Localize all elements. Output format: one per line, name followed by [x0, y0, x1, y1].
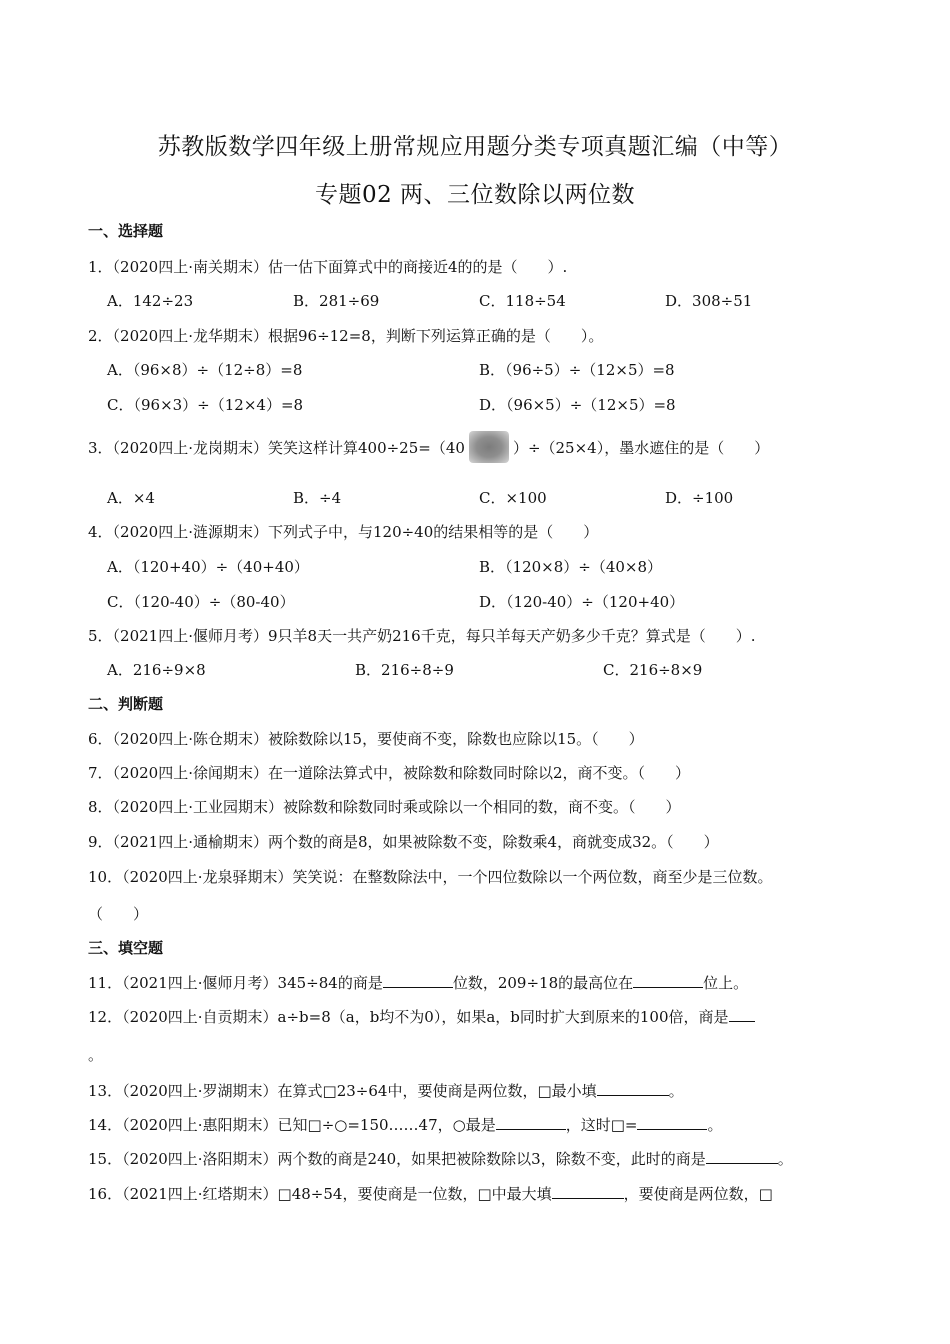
- q2-option-a: A．（96×8）÷（12÷8）=8: [107, 361, 303, 379]
- question-12-end: 。: [88, 1046, 104, 1064]
- q11-text-1: 11．（2021四上·偃师月考）345÷84的商是: [88, 974, 383, 992]
- q4-option-d: D．（120-40）÷（120+40）: [479, 593, 685, 611]
- q2-option-d: D．（96×5）÷（12×5）=8: [479, 396, 676, 414]
- question-15: [88, 1148, 793, 1169]
- q5-option-c: C．216÷8×9: [603, 661, 703, 679]
- answer-blank[interactable]: [496, 1115, 566, 1130]
- q4-option-c: C．（120-40）÷（80-40）: [107, 593, 295, 611]
- answer-blank[interactable]: [637, 1115, 707, 1130]
- question-1: 1．（2020四上·南关期末）估一估下面算式中的商接近4的的是（ ）.: [88, 258, 568, 276]
- q2-option-b: B．（96÷5）÷（12×5）=8: [479, 361, 675, 379]
- question-9: 9．（2021四上·通榆期末）两个数的商是8，如果被除数不变，除数乘4，商就变成32。（ ）: [88, 833, 719, 851]
- answer-blank[interactable]: [383, 973, 453, 988]
- q4-option-b: B．（120×8）÷（40×8）: [479, 558, 663, 576]
- q15-text-1: 15．（2020四上·洛阳期末）两个数的商是240，如果把被除数除以3，除数不变，此时的商是: [88, 1150, 706, 1168]
- q1-option-b: B．281÷69: [293, 292, 380, 310]
- question-10: 10．（2020四上·龙泉驿期末）笑笑说：在整数除法中，一个四位数除以一个两位数，商至少是三位数。: [88, 868, 773, 886]
- question-12: [88, 1006, 755, 1027]
- answer-blank[interactable]: [633, 973, 703, 988]
- q13-text-1: 13．（2020四上·罗湖期末）在算式□23÷64中，要使商是两位数，□最小填: [88, 1082, 597, 1100]
- q12-text-1: 12．（2020四上·自贡期末）a÷b=8（a，b均不为0），如果a，b同时扩大到原来的100倍，商是: [88, 1008, 729, 1026]
- question-7: 7．（2020四上·徐闻期末）在一道除法算式中，被除数和除数同时除以2，商不变。（ ）: [88, 764, 691, 782]
- question-13: [88, 1080, 684, 1101]
- question-8: 8．（2020四上·工业园期末）被除数和除数同时乘或除以一个相同的数，商不变。（ ）: [88, 798, 681, 816]
- q15-text-2: 。: [777, 1150, 793, 1168]
- q16-text-1: 16．（2021四上·红塔期末）□48÷54，要使商是一位数，□中最大填: [88, 1185, 552, 1203]
- page-title: 苏教版数学四年级上册常规应用题分类专项真题汇编（中等）: [157, 134, 793, 160]
- q4-option-a: A．（120+40）÷（40+40）: [107, 558, 309, 576]
- q5-option-b: B．216÷8÷9: [355, 661, 454, 679]
- ink-blot-image: [469, 431, 509, 463]
- q2-option-c: C．（96×3）÷（12×4）=8: [107, 396, 304, 414]
- question-5: 5．（2021四上·偃师月考）9只羊8天一共产奶216千克，每只羊每天产奶多少千克？算式是（ ）.: [88, 627, 756, 645]
- q14-text-3: 。: [707, 1116, 723, 1134]
- question-6: 6．（2020四上·陈仓期末）被除数除以15，要使商不变，除数也应除以15。（ ）: [88, 730, 644, 748]
- q3-option-a: A．×4: [107, 489, 155, 507]
- question-2: 2．（2020四上·龙华期末）根据96÷12=8，判断下列运算正确的是（ ）。: [88, 327, 604, 345]
- answer-blank[interactable]: [729, 1007, 755, 1022]
- question-14: [88, 1114, 723, 1135]
- page-subtitle: 专题02 两、三位数除以两位数: [314, 182, 636, 208]
- q14-text-2: ，这时□=: [565, 1116, 638, 1134]
- section-heading-fill-blank: 三、填空题: [88, 939, 164, 957]
- q11-text-3: 位上。: [703, 974, 749, 992]
- question-11: [88, 972, 748, 993]
- section-heading-choice: 一、选择题: [88, 222, 164, 240]
- q5-option-a: A．216÷9×8: [107, 661, 206, 679]
- q3-option-c: C．×100: [479, 489, 547, 507]
- q3-stem-part-1: 3．（2020四上·龙岗期末）笑笑这样计算400÷25=（40: [88, 439, 465, 457]
- question-16: [88, 1183, 773, 1204]
- q1-option-a: A．142÷23: [107, 292, 194, 310]
- question-4: 4．（2020四上·涟源期末）下列式子中，与120÷40的结果相等的是（ ）: [88, 523, 599, 541]
- section-heading-judgement: 二、判断题: [88, 695, 164, 713]
- q3-stem-part-2: ）÷（25×4），墨水遮住的是（ ）: [512, 439, 770, 457]
- q14-text-1: 14．（2020四上·惠阳期末）已知□÷○=150……47，○最是: [88, 1116, 496, 1134]
- question-3: [88, 433, 769, 465]
- answer-blank[interactable]: [706, 1149, 778, 1164]
- q3-option-b: B．÷4: [293, 489, 342, 507]
- q11-text-2: 位数，209÷18的最高位在: [452, 974, 634, 992]
- answer-blank[interactable]: [597, 1081, 669, 1096]
- q1-option-d: D．308÷51: [665, 292, 753, 310]
- question-10-answer-bracket: （ ）: [88, 905, 149, 923]
- q16-text-2: ，要使商是两位数，□: [623, 1185, 773, 1203]
- q3-option-d: D．÷100: [665, 489, 734, 507]
- q1-option-c: C．118÷54: [479, 292, 566, 310]
- q13-text-2: 。: [668, 1082, 684, 1100]
- answer-blank[interactable]: [552, 1184, 624, 1199]
